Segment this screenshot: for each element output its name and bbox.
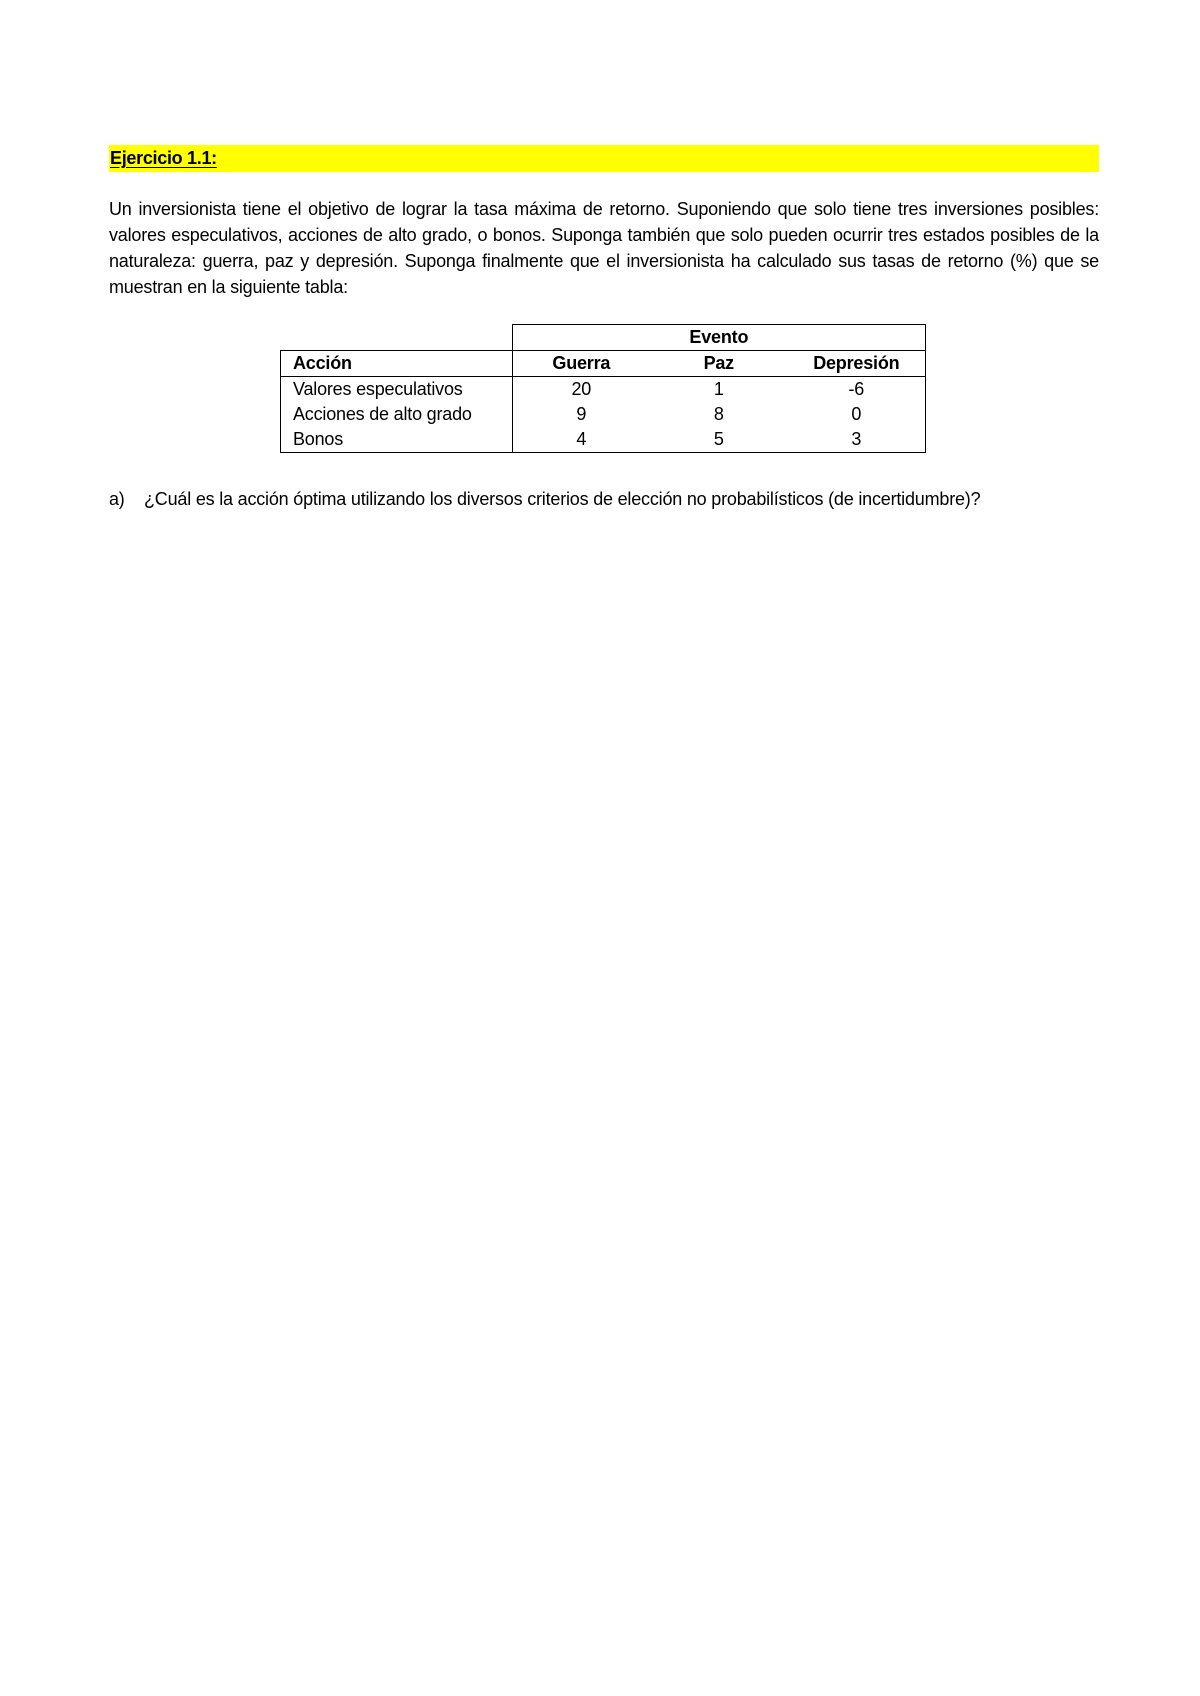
cell-paz: 8: [713, 404, 724, 424]
table-empty-corner: [281, 325, 513, 351]
table-row: [281, 427, 926, 453]
row-label: Acciones de alto grado: [281, 402, 513, 427]
table-group-header-row: [281, 325, 926, 351]
question-text: ¿Cuál es la acción óptima utilizando los diversos criterios de elección no probabilísticos (de incertidumbre)?: [144, 489, 981, 509]
question-item: [109, 486, 1099, 512]
row-label: Valores especulativos: [281, 377, 513, 403]
exercise-title: Ejercicio 1.1:: [110, 148, 217, 168]
table-group-header: Evento: [512, 325, 925, 351]
column-header-accion: Acción: [281, 351, 513, 377]
exercise-intro-paragraph: Un inversionista tiene el objetivo de lograr la tasa máxima de retorno. Suponiendo que solo tiene tres inversiones posibles: valores especulativos, acciones de alto grado, o bonos. Suponga también que solo pueden ocurrir tres estados posibles de la naturaleza: guerra, paz y depresión. Suponga finalmente que el inversionista ha calculado sus tasas de retorno (%) que se muestran en la siguiente tabla:: [109, 199, 1099, 297]
question-label: a): [109, 489, 125, 509]
table-header-row: [281, 351, 926, 377]
table-row: [281, 377, 926, 403]
column-header-paz: Paz: [650, 351, 788, 377]
returns-table: [280, 324, 926, 453]
column-header-guerra: Guerra: [512, 351, 650, 377]
table-row: [281, 402, 926, 427]
cell-depresion: 0: [788, 402, 926, 427]
cell-guerra: 4: [512, 427, 650, 453]
cell-paz: 5: [650, 427, 788, 453]
column-header-depresion: Depresión: [788, 351, 926, 377]
cell-paz: 1: [713, 379, 724, 399]
exercise-title-highlight: [109, 145, 1099, 172]
row-label: Bonos: [281, 427, 513, 453]
cell-depresion: 3: [788, 427, 926, 453]
cell-depresion: -6: [788, 377, 926, 403]
cell-guerra: 9: [576, 404, 587, 424]
cell-guerra: 20: [571, 379, 592, 399]
